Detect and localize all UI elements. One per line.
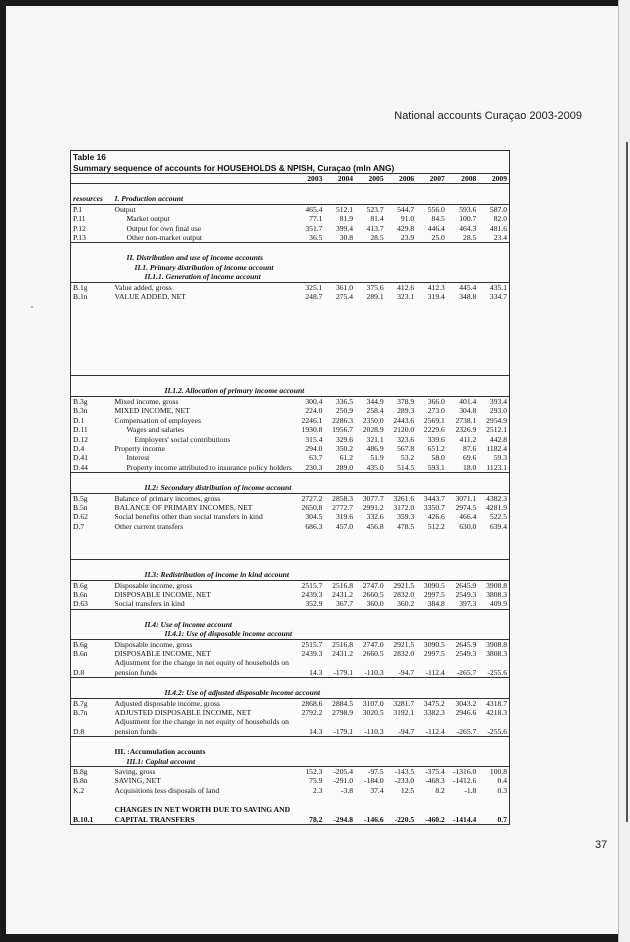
table-row: D.12 Employers' social contributions 315.4 329.6 321.1 323.6 339.6 411.2 442.8: [73, 434, 507, 444]
table-row: D.41 Interest 63.7 61.2 51.9 53.2 58.0 69.6 59.3: [73, 453, 507, 463]
section-heading: II.1.2. Allocation of primary income account: [71, 386, 509, 396]
summary-table: [70, 150, 510, 825]
table-row: P.11 Market output 77.1 81.9 81.4 91.0 84.5 100.7 82.0: [73, 214, 507, 224]
section-heading: II.4.2: Use of adjusted disposable income account: [71, 688, 509, 698]
year-header: 2005: [355, 174, 386, 184]
year-header: 2004: [324, 174, 355, 184]
table-row: D.4 Property income 294.0 350.2 486.9 567.8 651.2 87.6 1182.4: [73, 443, 507, 453]
table-row: P.13 Other non-market output 36.5 30.8 28.5 23.9 25.0 28.5 23.4: [73, 233, 507, 243]
table-row: B.6n DISPOSABLE INCOME, NET 2439.3 2431.2 2660.5 2832.0 2997.5 2549.3 3808.3: [73, 649, 507, 658]
table-row: B.6g Disposable income, gross 2515.7 2516.8 2747.0 2921.5 3090.5 2645.9 3908.8: [73, 639, 507, 649]
table-row: Adjustment for the change in net equity of households on: [114, 717, 289, 727]
table-row: D.63 Social transfers in kind 352.9 367.7 360.0 360.2 384.8 397.3 409.9: [73, 599, 507, 609]
table-row: B.8n SAVING, NET 75.9 -291.0 -184.0 -233.0 -468.3 -1412.6 0.4: [73, 776, 507, 786]
table-row: P.12 Output for own final use 351.7 399.4 413.7 429.8 446.4 464.3 481.6: [73, 223, 507, 233]
table-row: B.5g Balance of primary incomes, gross 2727.2 2858.3 3077.7 3261.6 3443.7 3071.1 4382.3: [73, 493, 507, 503]
table-row: B.5n BALANCE OF PRIMARY INCOMES, NET 2650.8 2772.7 2991.2 3172.0 3350.7 2974.5 4281.9: [73, 502, 507, 512]
section-heading: II.1.1. Generation of income account: [71, 272, 509, 282]
table-row: D.44 Property income attributed to insurance policy holders 230.3 289.0 435.0 514.5 593.1 18.0 1123.1: [73, 462, 507, 472]
table-row: Adjustment for the change in net equity of households on: [114, 658, 289, 668]
table-row: D.7 Other current transfers 686.3 457.0 456.8 478.5 512.2 630.0 639.4: [73, 521, 507, 531]
section-heading: III. :Accumulation accounts: [114, 747, 206, 757]
table-row: K.2 Acquisitions less disposals of land 2.3 -3.8 37.4 12.5 8.2 -1.8 0.3: [73, 785, 507, 795]
table-row-total: B.10.1 CAPITAL TRANSFERS 78.2 -294.8 -146.6 -220.5 -460.2 -1414.4 0.7: [73, 814, 507, 824]
table-row: B.1n VALUE ADDED, NET 248.7 275.4 289.1 323.1 319.4 348.8 334.7: [73, 292, 507, 302]
table-row: CHANGES IN NET WORTH DUE TO SAVING AND: [114, 805, 291, 815]
document-page: [6, 6, 618, 934]
table-number: Table 16: [73, 152, 106, 162]
year-header: 2009: [478, 174, 509, 184]
adjacent-page-edge: [626, 142, 628, 822]
accounts-table: [71, 173, 509, 824]
year-header: 2003: [294, 174, 325, 184]
table-row: D.1 Compensation of employees 2246.1 2286.3 2350.0 2443.6 2569.1 2738.1 2954.9: [73, 415, 507, 425]
page-gutter: [618, 0, 630, 942]
table-row: B.7n ADJUSTED DISPOSABLE INCOME, NET 2792.2 2798.9 3020.5 3192.1 3382.3 2946.6 4218.3: [73, 708, 507, 718]
table-row: B.3g Mixed income, gross 300.4 336.5 344.9 378.9 366.0 401.4 393.4: [73, 396, 507, 406]
table-row: B.6g Disposable income, gross 2515.7 2516.8 2747.0 2921.5 3090.5 2645.9 3908.8: [73, 580, 507, 590]
table-row: B.7g Adjusted disposable income, gross 2868.6 2884.5 3107.0 3281.7 3475.2 3043.2 4318.7: [73, 698, 507, 708]
running-head: National accounts Curaçao 2003-2009: [394, 110, 582, 122]
table-row: D.8 pension funds 14.3 -179.1 -110.3 -94.7 -112.4 -265.7 -255.6: [73, 726, 507, 736]
section-heading: II.4: Use of income account: [144, 619, 233, 629]
section-heading: II.2: Secondary distribution of income account: [71, 483, 509, 493]
table-title: Summary sequence of accounts for HOUSEHOLDS & NPISH, Curaçao (mln ANG): [73, 163, 395, 173]
table-row: B.6n DISPOSABLE INCOME, NET 2439.3 2431.2 2660.5 2832.0 2997.5 2549.3 3808.3: [73, 589, 507, 599]
table-row: B.3n MIXED INCOME, NET 224.0 250.9 258.4 289.3 273.0 304.8 293.0: [73, 406, 507, 416]
section-heading: II.4.1: Use of disposable income account: [71, 629, 509, 639]
table-row: D.11 Wages and salaries 1930.8 1956.7 2028.9 2120.0 2229.6 2326.9 2512.1: [73, 425, 507, 435]
table-row: D.8 pension funds 14.3 -179.1 -110.3 -94.7 -112.4 -265.7 -255.6: [73, 667, 507, 677]
section-heading: resources I. Production account: [71, 194, 509, 204]
table-row: B.1g Value added, gross 325.1 361.0 375.6 412.6 412.3 445.4 435.1: [73, 282, 507, 292]
section-heading: II.1. Primary distribution of income account: [134, 262, 274, 272]
year-header: 2008: [447, 174, 479, 184]
table-row: P.1 Output 465.4 512.1 523.7 544.7 556.0 593.6 587.0: [73, 204, 507, 214]
scan-artifact: [31, 306, 33, 308]
year-header: 2006: [386, 174, 417, 184]
section-heading: III.1: Capital account: [71, 757, 509, 767]
section-heading: II. Distribution and use of income accounts: [126, 253, 263, 263]
year-header: 2007: [416, 174, 447, 184]
section-heading: II.3: Redistribution of income in kind account: [71, 570, 509, 580]
page-number: 37: [595, 839, 608, 851]
table-row: B.8g Saving, gross 152.3 -205.4 -97.5 -143.5 -375.4 -1316.0 100.8: [73, 767, 507, 777]
table-row: D.62 Social benefits other than social transfers in kind 304.5 319.6 332.6 359.3 426.6 466.4 522.5: [73, 512, 507, 522]
year-header-row: [71, 174, 509, 184]
